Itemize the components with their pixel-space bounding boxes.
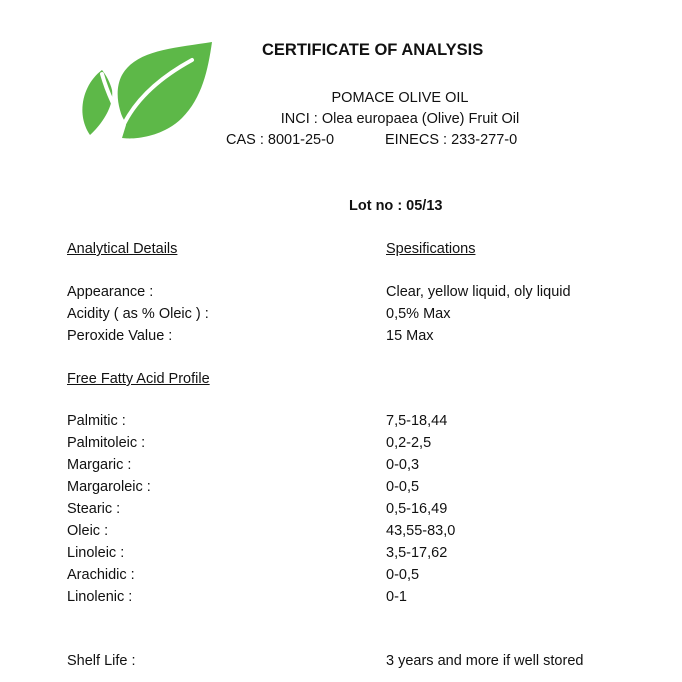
spec-label: Peroxide Value :: [67, 328, 173, 344]
spec-label: Stearic :: [67, 501, 121, 517]
spec-value: 0-0,5: [386, 567, 420, 583]
spec-value: 15 Max: [386, 328, 434, 344]
analytical-details-heading: Analytical Details: [67, 241, 178, 257]
spec-label: Palmitoleic :: [67, 435, 146, 451]
lot-number: Lot no : 05/13: [349, 198, 443, 214]
spec-value: Clear, yellow liquid, oly liquid: [386, 284, 571, 300]
spec-value: 43,55-83,0: [386, 523, 456, 539]
spec-label: Acidity ( as % Oleic ) :: [67, 306, 209, 322]
ffa-heading: Free Fatty Acid Profile: [67, 371, 210, 387]
spec-value: 0,5% Max: [386, 306, 451, 322]
spec-value: 0-0,5: [386, 479, 420, 495]
spec-value: 0,2-2,5: [386, 435, 432, 451]
spec-label: Palmitic :: [67, 413, 126, 429]
spec-value: 0-0,3: [386, 457, 420, 473]
spec-value: 0,5-16,49: [386, 501, 448, 517]
spec-label: Linoleic :: [67, 545, 125, 561]
inci-name: INCI : Olea europaea (Olive) Fruit Oil: [280, 111, 520, 127]
document-title: CERTIFICATE OF ANALYSIS: [262, 41, 484, 59]
cas-number: CAS : 8001-25-0: [226, 132, 335, 148]
specifications-heading: Spesifications: [386, 241, 476, 257]
spec-label: Linolenic :: [67, 589, 133, 605]
spec-label: Oleic :: [67, 523, 109, 539]
shelf-life-value: 3 years and more if well stored: [386, 653, 584, 669]
spec-value: 3,5-17,62: [386, 545, 448, 561]
spec-label: Appearance :: [67, 284, 154, 300]
spec-label: Margaric :: [67, 457, 132, 473]
spec-value: 0-1: [386, 589, 407, 605]
spec-label: Margaroleic :: [67, 479, 151, 495]
spec-value: 7,5-18,44: [386, 413, 448, 429]
spec-label: Arachidic :: [67, 567, 135, 583]
product-name: POMACE OLIVE OIL: [331, 90, 469, 106]
shelf-life-label: Shelf Life :: [67, 653, 136, 669]
einecs-number: EINECS : 233-277-0: [385, 132, 518, 148]
